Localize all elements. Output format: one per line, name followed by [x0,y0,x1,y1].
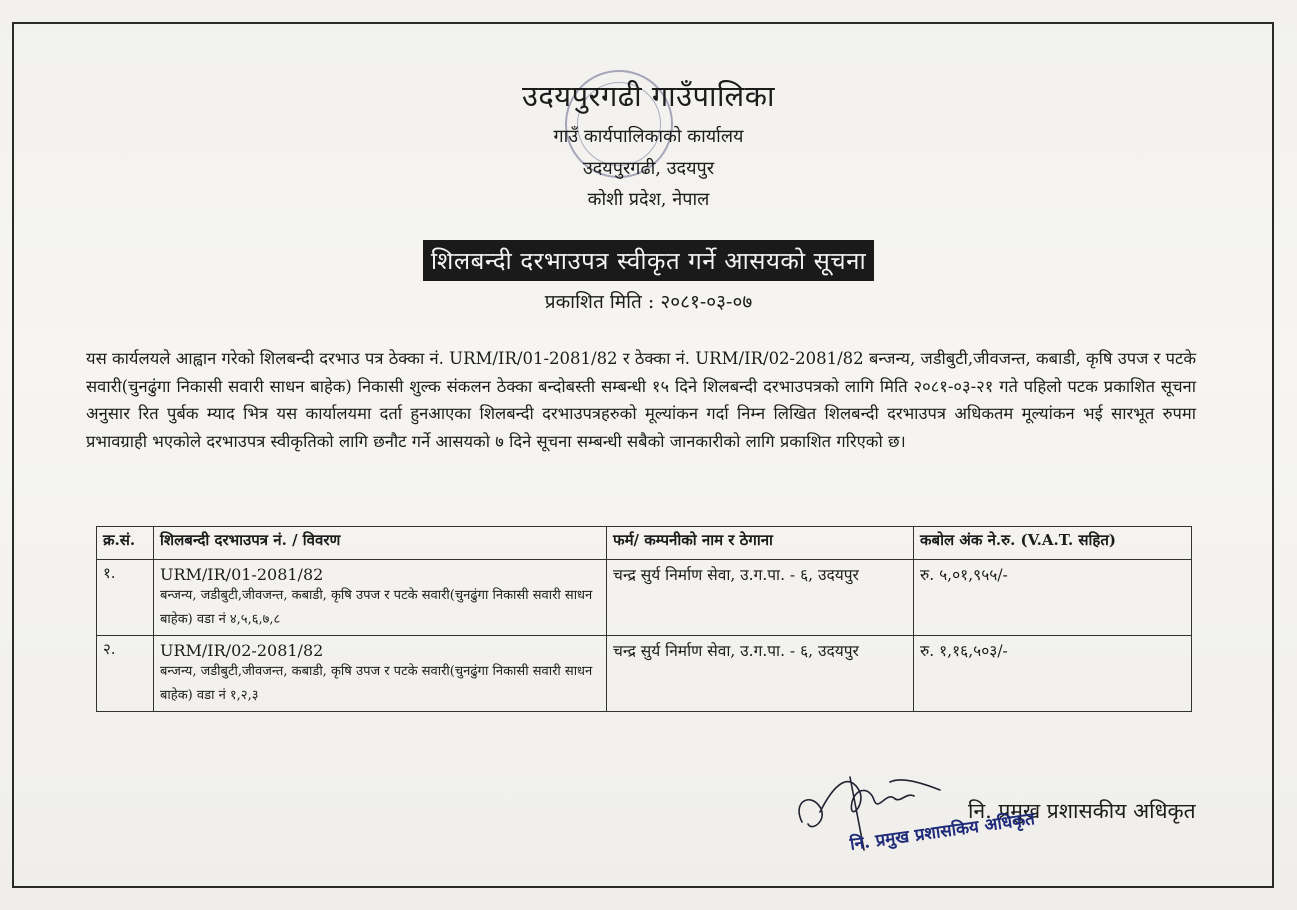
cell-description [154,560,607,636]
table-row [97,636,1192,712]
contract-description: बन्जन्य, जडीबुटी,जीवजन्त, कबाडी, कृषि उपज र पटके सवारी(चुनढुंगा निकासी सवारी साधन बाहेक) वडा नं ४,५,६,७,८ [160,588,593,627]
signatory-stamp: नि. प्रमुख प्रशासकिय अधिकृत [848,809,1037,855]
office-name: उदयपुरगढी गाउँपालिका [522,79,775,113]
table-header-row [97,527,1192,560]
award-table [96,526,1192,712]
office-line-3: कोशी प्रदेश, नेपाल [587,189,710,210]
cell-amount: रु. ५,०१,९५५/- [914,560,1192,636]
cell-firm: चन्द्र सुर्य निर्माण सेवा, उ.ग.पा. - ६, उदयपुर [607,636,914,712]
col-header-firm: फर्म/ कम्पनीको नाम र ठेगाना [607,527,914,560]
col-header-amount: कबोल अंक ने.रु. (V.A.T. सहित) [914,527,1192,560]
cell-description [154,636,607,712]
published-date: प्रकाशित मिति : २०८१-०३-०७ [544,291,753,313]
contract-code: URM/IR/02-2081/82 [160,641,324,660]
col-header-sn: क्र.सं. [97,527,154,560]
notice-title: शिलबन्दी दरभाउपत्र स्वीकृत गर्ने आसयको सूचना [423,240,874,281]
cell-sn: १. [97,560,154,636]
office-line-2: उदयपुरगढी, उदयपुर [582,158,715,179]
cell-sn: २. [97,636,154,712]
notice-title-wrap [0,240,1297,281]
cell-amount: रु. १,१६,५०३/- [914,636,1192,712]
notice-body: यस कार्यलयले आह्वान गरेको शिलबन्दी दरभाउ पत्र ठेक्का नं. URM/IR/01-2081/82 र ठेक्का नं. URM/IR/02-2081/82 बन्जन्य, जडीबुटी,जीवजन्त, कबाडी, कृषि उपज र पटके सवारी(चुनढुंगा निकासी सवारी साधन बाहेक) निकासी शुल्क संकलन ठेक्का बन्दोबस्ती सम्बन्धी १५ दिने शिलबन्दी दरभाउपत्रको लागि मिति २०८१-०३-२१ गते पहिलो पटक प्रकाशित सूचना अनुसार रित पुर्बक म्याद भित्र यस कार्यालयमा दर्ता हुनआएका शिलबन्दी दरभाउपत्रहरुको मूल्यांकन गर्दा निम्न लिखित शिलबन्दी दरभाउपत्र अधिकतम मूल्यांकन भई सारभूत रुपमा प्रभावग्राही भएकोले दरभाउपत्र स्वीकृतिको लागि छनौट गर्ने आसयको ७ दिने सूचना सम्बन्धी सबैको जानकारीको लागि प्रकाशित गरिएको छ। [86,349,1196,451]
signatory-title: नि. प्रमुख प्रशासकीय अधिकृत [968,799,1196,823]
office-line-1: गाउँ कार्यपालिकाको कार्यालय [553,126,744,147]
table-row [97,560,1192,636]
cell-firm: चन्द्र सुर्य निर्माण सेवा, उ.ग.पा. - ६, उदयपुर [607,560,914,636]
col-header-description: शिलबन्दी दरभाउपत्र नं. / विवरण [154,527,607,560]
contract-description: बन्जन्य, जडीबुटी,जीवजन्त, कबाडी, कृषि उपज र पटके सवारी(चुनढुंगा निकासी सवारी साधन बाहेक) वडा नं १,२,३ [160,664,593,703]
contract-code: URM/IR/01-2081/82 [160,565,324,584]
